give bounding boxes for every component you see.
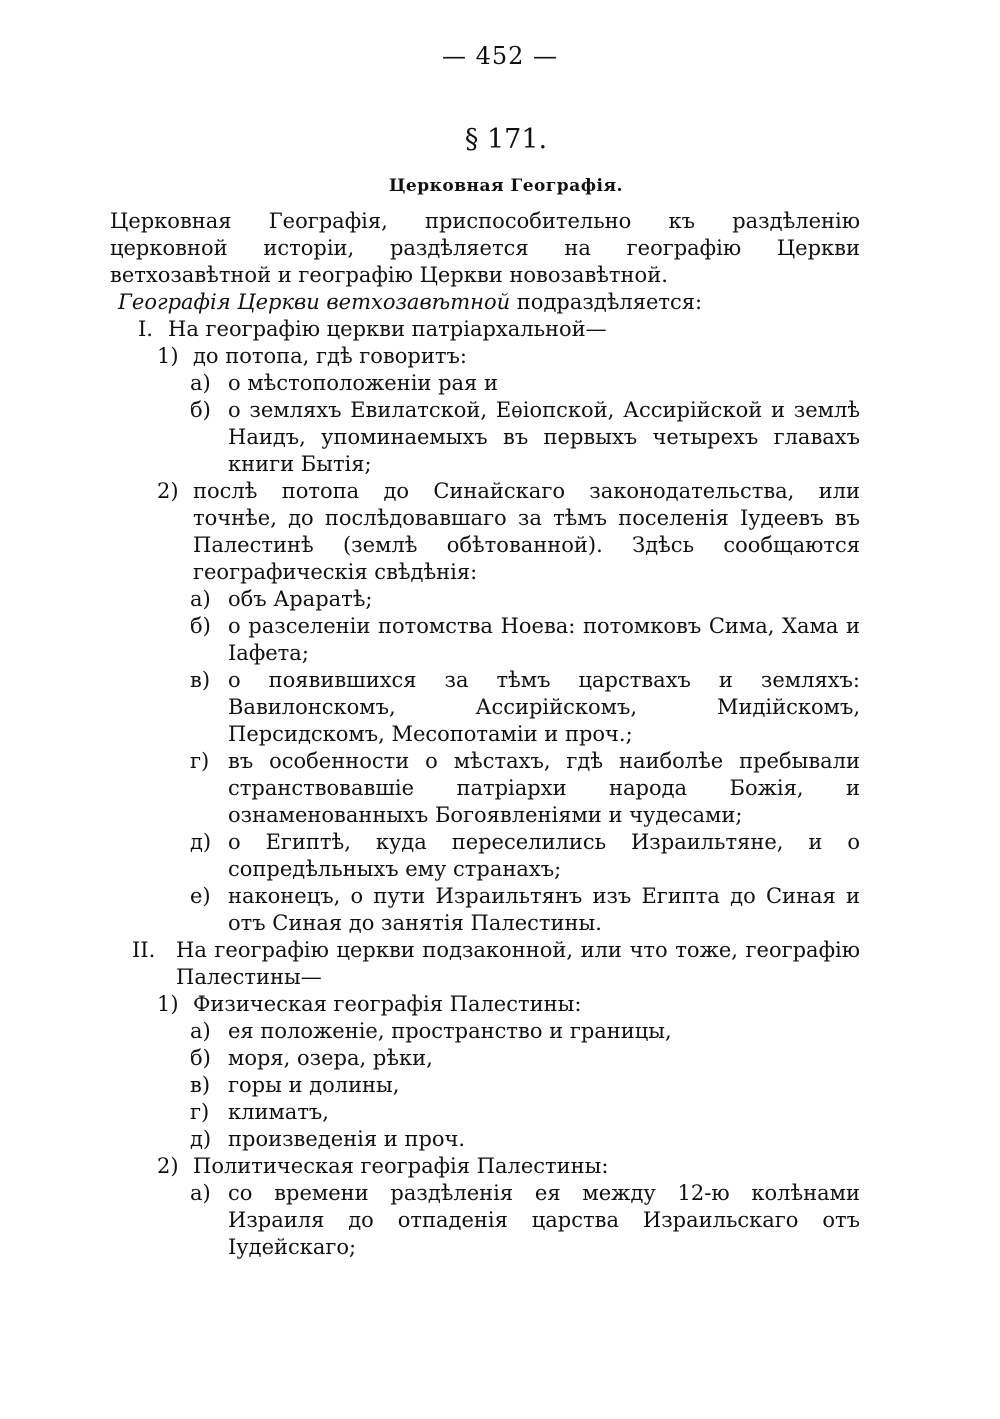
list-label: а) <box>190 587 211 611</box>
sub-intro-paragraph <box>110 289 860 316</box>
list-text: произведенія и проч. <box>228 1127 466 1151</box>
list-label: 2) <box>157 1154 179 1178</box>
page-body <box>110 208 860 1261</box>
list-item <box>110 883 860 937</box>
list-item <box>110 829 860 883</box>
list-label: а) <box>190 371 211 395</box>
section-number: § 171. <box>464 124 548 155</box>
list-label: б) <box>190 614 211 638</box>
part-1-item-1 <box>110 343 860 370</box>
part-1-text: На географію церкви патріархальной— <box>168 317 607 341</box>
list-label: е) <box>190 884 211 908</box>
list-label: а) <box>190 1019 211 1043</box>
part-2-item-2 <box>110 1153 860 1180</box>
list-label: 2) <box>157 479 179 503</box>
list-text: горы и долины, <box>228 1073 400 1097</box>
list-label: д) <box>190 830 212 854</box>
list-text: до потопа, гдѣ говоритъ: <box>193 344 467 368</box>
list-label: в) <box>190 668 211 692</box>
list-label: 1) <box>157 344 179 368</box>
part-2-label: II. <box>132 938 156 962</box>
list-item <box>110 1045 860 1072</box>
list-label: 1) <box>157 992 179 1016</box>
list-label: г) <box>190 1100 210 1124</box>
section-heading: Церковная Географія. <box>389 176 623 196</box>
list-text: объ Араратѣ; <box>228 587 373 611</box>
list-label: б) <box>190 1046 211 1070</box>
list-text: ея положеніе, пространство и границы, <box>228 1019 672 1043</box>
list-text: наконецъ, о пути Израильтянъ изъ Египта до Синая и отъ Синая до занятія Палестины. <box>228 884 860 935</box>
list-item <box>110 748 860 829</box>
list-text: климатъ, <box>228 1100 329 1124</box>
list-item <box>110 1072 860 1099</box>
sub-intro-rest: подраздѣляется: <box>510 290 703 314</box>
list-item <box>110 370 860 397</box>
part-2-text: На географію церкви подзаконной, или что тоже, географію Палестины— <box>176 938 860 989</box>
sub-intro-italic: Географія Церкви ветхозавѣтной <box>118 290 511 314</box>
list-text: о появившихся за тѣмъ царствахъ и земляхъ: Вавилонскомъ, Ассирійскомъ, Мидійскомъ, Персидскомъ, Месопотаміи и проч.; <box>228 668 860 746</box>
list-text: о мѣстоположеніи рая и <box>228 371 498 395</box>
list-text: Политическая географія Палестины: <box>193 1154 609 1178</box>
list-text: моря, озера, рѣки, <box>228 1046 433 1070</box>
list-item <box>110 586 860 613</box>
list-text: о Египтѣ, куда переселились Израильтяне, и о сопредѣльныхъ ему странахъ; <box>228 830 860 881</box>
list-item <box>110 1018 860 1045</box>
list-item <box>110 667 860 748</box>
part-2-item-1 <box>110 991 860 1018</box>
list-item <box>110 1126 860 1153</box>
part-2 <box>110 937 860 991</box>
list-text: о разселеніи потомства Ноева: потомковъ Сима, Хама и Іафета; <box>228 614 860 665</box>
list-item <box>110 1180 860 1261</box>
list-label: в) <box>190 1073 211 1097</box>
list-label: д) <box>190 1127 212 1151</box>
list-text: со времени раздѣленія ея между 12-ю колѣнами Израиля до отпаденія царства Израильскаго отъ Іудейскаго; <box>228 1181 860 1259</box>
intro-paragraph: Церковная Географія, приспособительно къ раздѣленію церковной исторіи, раздѣляется на географію Церкви ветхозавѣтной и географію Церкви новозавѣтной. <box>110 209 860 287</box>
part-1 <box>110 316 860 343</box>
list-label: а) <box>190 1181 211 1205</box>
list-text: послѣ потопа до Синайскаго законодательства, или точнѣе, до послѣдовавшаго за тѣмъ поселенія Іудеевъ въ Палестинѣ (землѣ обѣтованной). Здѣсь сообщаются географическія свѣдѣнія: <box>193 479 860 584</box>
list-text: о земляхъ Евилатской, Еѳіопской, Ассирійской и землѣ Наидъ, упоминаемыхъ въ первыхъ четырехъ главахъ книги Бытія; <box>228 398 860 476</box>
list-item <box>110 397 860 478</box>
page-number: — 452 — <box>441 42 559 70</box>
list-item <box>110 1099 860 1126</box>
part-1-label: I. <box>138 317 153 341</box>
part-1-item-2 <box>110 478 860 586</box>
list-label: г) <box>190 749 210 773</box>
list-label: б) <box>190 398 211 422</box>
list-text: въ особенности о мѣстахъ, гдѣ наиболѣе пребывали странствовавшіе патріархи народа Божія, и ознаменованныхъ Богоявленіями и чудесами; <box>228 749 860 827</box>
list-item <box>110 613 860 667</box>
list-text: Физическая географія Палестины: <box>193 992 582 1016</box>
